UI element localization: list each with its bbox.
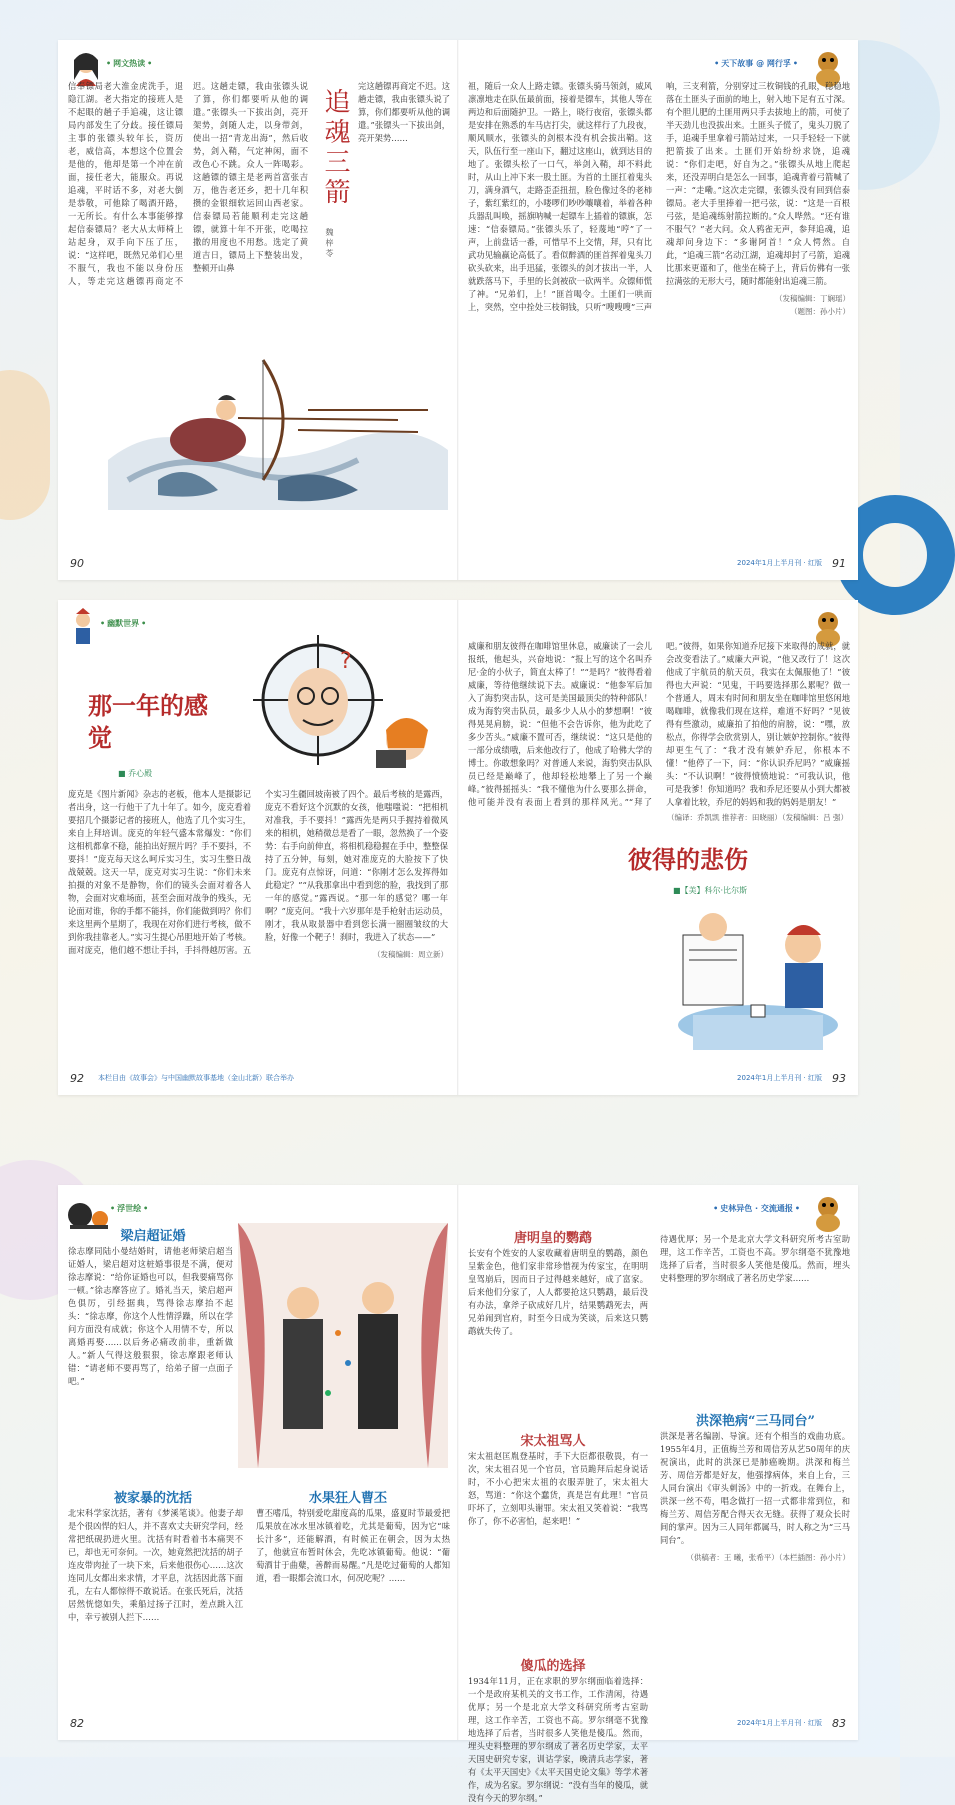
article-text: 庞克是《图片新闻》杂志的老板，他本人是摄影记者出身，这一行他干了九十年了。如今，庞克看着要招几个摄影记者的接班人，他选了几个实习生，来自上拜培训。庞克的年轻气盛本常爆发：“你们这相机都拿不稳，能拍出好照片吗？手不要抖，不要抖！”庞克每天这么呵斥实习生，实习生整日战战兢兢。这天一早，庞克对实习生说：“你们未来拍摄的对象不是静物，你们的镜头会面对着各人物，会面对灾难场面，甚至会面对战争的残头，无论面对谁，你的手都不能抖，你们能做到吗？你们来这里两个星期了，我现在对你们进行考核，做不到你我挂靠老人。”实习生提心吊胆地开始了考核。面对庞克，他们越不想让手抖，手抖得越厉害。五个实习生疆回坡南被了四个。最后考核的是露西，庞克不看好这个沉默的女孩，他嗤嗤说：“把相机对准我，手不要抖！”露西先是两只手握持着微风来的相机，她稍微总是看了一眼，忽然换了一个姿势：右手向前伸直，将相机稳稳握在手中，整整保持了五分钟，每刻，她对准庞克的大脸按下了快门。庞克有点惊讶，问道：“你刚才怎么发挥得如此稳定？”“从我那拿出中看到您的脸，我找到了那一年的感觉。”露西说。“那一年的感觉？哪一年啊？”庞克问。“我十六岁那年是手枪射击运动员，刚才，我从取景器中看到您长满一圈圈皱纹的大脸，好像一个靶子！刹时，我进入了状态——” xyxy=(68,789,448,955)
section-title-3: 水果狂人曹丕 xyxy=(308,1491,387,1506)
article-title: 追魂三箭 xyxy=(320,88,350,208)
column-heading: • 浮世绘 • xyxy=(110,1203,148,1214)
contributor-credit: （供稿者：王 曦，张希平）（本栏插图：孙小片） xyxy=(686,1553,850,1562)
section-title-2: 被家暴的沈括 xyxy=(113,1491,192,1506)
page-82 xyxy=(58,1185,458,1740)
article-title: 那一年的感觉 xyxy=(88,691,208,752)
article-body-right-column: 完这趟镖再商定不迟。这趟走镖，我由张镖头说了算，你们都要听从他的调遣。”张镖头一下拔出剑，亮开架势…… xyxy=(358,81,450,143)
article-title: 彼得的悲伤 xyxy=(628,845,748,874)
editor-credit: （发稿编辑：周立新） xyxy=(373,950,448,959)
section-body-2: 宋太祖赵匡胤登基时，手下大臣都很敬畏，有一次，宋太祖召见一个官员，官员跪拜后起身说话时，不小心把宋太祖的衣服弄脏了，宋太祖大怒，骂道：“你这个蠢货，真是岂有此理！”官员吓坏了，立刻叩头谢罪。宋太祖又笑着说：“我骂你了，你不必害怕，起来吧！” xyxy=(468,1451,648,1526)
page-92 xyxy=(58,600,458,1095)
column-heading: • 天下故事 @ 网行孚 • xyxy=(714,58,798,69)
background-blob-left xyxy=(0,370,50,520)
section-body-3-continued: 待遇优厚；另一个是北京大学文科研究所考古室助理，这工作辛苦，工资也不高。罗尔纲毫不犹豫地选择了后者，当时很多人笑他是傻瓜。然而，埋头史料整理的罗尔纲成了著名历史学家…… xyxy=(660,1234,850,1283)
page-91 xyxy=(458,40,858,580)
article-author: 魏 梓 苓 xyxy=(325,228,334,258)
section-body-1: 徐志摩同陆小曼结婚时，请他老师梁启超当证婚人，梁启超对这桩婚事很是不满，便对徐志摩说：“给你证婚也可以，但我要痛骂你一顿。”徐志摩答应了。婚礼当天，梁启超声色俱厉，引经据典，骂得徐志摩抬不起头：“徐志摩，你这个人性情浮躁，所以在学问方面没有成就；你这个人用情不专，所以离婚再娶……以后务必痛改前非，重新做人。”新人气得这般狠狠，徐志摩跟老师认错：“请老师不要再骂了，给弟子留一点面子吧。” xyxy=(68,1246,233,1386)
page-83 xyxy=(458,1185,858,1803)
column-heading: • 网文热读 • xyxy=(106,58,152,69)
magazine-spread-3 xyxy=(58,1185,858,1803)
section-title-3: 傻瓜的选择 xyxy=(520,1659,586,1674)
page-number: 92 xyxy=(70,1072,84,1085)
issue-footer: 2024年1月上半月刊 · 红版 xyxy=(737,1074,822,1082)
article-text: 威廉和朋友彼得在咖啡馆里休息，威廉读了一会儿报纸，他起头，兴奋地说：“报上写的这个名叫乔尼·金的小伙子，简直太棒了！”“是吗？”彼得看着威廉，等待他继续说下去。威廉说：“他参军后加入了海豹突击队，这可是美国最顶尖的特种部队！成为海豹突击队员，最多少人从小的梦想啊！”彼得晃晃肩膀，说：“但他不会告诉你，他为此吃了多少苦头。”威廉不置可否，继续说：“这只是他的一部分成绩哦，后来他改行了，他成了哈佛大学的博士。你敢想象吗？对普通人来说，海豹突击队队员已经是巅峰了，他却轻松地攀上了另一个巅峰。”彼得摇摇头：“我不懂他为什么要那么拼命，他可能并没有表面上看到的那样风光。”“拜了吧。”彼得，如果你知道乔尼接下来取得的成就，就会改变看法了。”威廉大声说，“他又改行了！这次他成了宇航员的航天员，我实在太佩服他了！”彼得也大声说：“见鬼，干吗要选择那么累呢？做一个普通人，周末有时间和朋友坐在咖啡馆里悠闲地喝咖啡，就像我们现在这样，难道不好吗？”见彼得有些激动，威廉拍了拍他的肩膀，说：“嘿，放松点，你得学会欣赏别人，别让嫉妒控制你。”彼得却更生气了：“我才没有嫉妒乔尼，你根本不懂！”他停了一下，问：“你认识乔尼吗？”威廉摇头：“不认识啊！”彼得愤愤地说：“可我认识，他可是我爹！你知道吗？我和乔尼还要从小到大都被人拿着比较，乔尼的妈妈和我的妈妈是朋友！” xyxy=(468,641,850,807)
issue-footer: 2024年1月上半月刊 · 红版 xyxy=(737,559,822,567)
page-number: 90 xyxy=(70,557,84,570)
archer-illustration xyxy=(98,340,458,520)
illustration-credit: （题图：孙小片） xyxy=(790,307,850,316)
section-body-2: 北宋科学家沈括，著有《梦溪笔谈》。他妻子却是个很凶悍的妇人，并不喜欢丈夫研究学问，经常把纸砚扔进火里。沈括有时看着书本痛哭不已，却也无可奈何。一次，她竟然把沈括的胡子连皮带肉扯了一块下来，后来他很伤心……这次连同儿女都出来求情，才平息，沈括因此落下面孔，左右人都惊得不敢说话。在张氏死后，沈括居然恍惚如失，乘船过扬子江时，差点跳入江中，幸亏被别人拦下…… xyxy=(68,1508,243,1622)
page-93 xyxy=(458,600,858,1095)
column-avatar-icon xyxy=(68,610,98,646)
section-body-3: 1934年11月，正在求职的罗尔纲面临着选择：一个是政府某机关的文书工作，工作清闲，待遇优厚；另一个是北京大学文科研究所考古室助理，这工作辛苦，工资也不高。罗尔纲毫不犹豫地选择了后者，当时很多人笑他是傻瓜。然而，埋头史料整理的罗尔纲成了著名历史学家，太平天国史研究专家，训诂学家，晚清兵志学家，著有《太平天国史》《太平天国史论文集》等学术著作，成为名家。罗尔纲说：“没有当年的傻瓜，就没有今天的罗尔纲。” xyxy=(468,1676,648,1803)
page-number: 91 xyxy=(832,557,846,570)
cafe-illustration xyxy=(663,905,853,1055)
article-text: 信奉镖局老大淮金虎洗手，退隐江湖。老大指定的接班人是不起眼的趟子手追魂，这让镖局内部发生了分歧。接任镖局主事的张镖头较年长，资历老，威信高，本想这个位置会是他的，他却是第一个冲在前面，接任老大，能服众。再说追魂，平时话不多，对老大倒是恭敬，可他除了喝酒开路，一无所长。有什么本事能够撑起信泰镖局？老大从太师椅上站起身，双手向下压了压，说：“这样吧，既然兄弟们心里不服气，我也不能以身份压人，等走完这趟镖再商定不迟。这趟走镖，我由张镖头说了算，你们都要听从他的调遣。”张镖头一下拔出剑，亮开架势，剑随人走，以身带剑，使出一招“青龙出海”，然后收势，剑入鞘，气定神闲，面不改色心不跳。众人一阵喝彩。这趟镖的镖主是老两首富张吉万，他告老还乡，把十几年积攒的金银细软运回山西老家。信泰镖局若能顺利走完这趟镖，就算十年不开张，吃喝拉撒的用度也不用愁。选定了黄道吉日，镖局上下整装出发，整顿开山鼻 xyxy=(68,81,308,286)
section-body-3: 曹丕嗜瓜，特别爱吃甜度高的瓜果，盛夏时节最爱把瓜果放在冰水里冰镇着吃，尤其是葡萄，因为它“味长汁多”，还能解酒，有时候正在朝会，因为太热了，他就宣布暂时休会，先吃冰镇葡萄。他说：“葡萄酒甘于曲糵，善醉而易醒。”凡是吃过葡萄的人都知道，看一眼都会流口水，何况吃呢？…… xyxy=(256,1508,450,1583)
page-number: 82 xyxy=(70,1717,84,1730)
mascot-icon xyxy=(808,1193,848,1233)
wedding-illustration xyxy=(238,1223,448,1468)
editor-credit: （编译：乔凯凯 推荐者：田晓丽）（发稿编辑：吕 强） xyxy=(666,813,848,822)
editor-credit: （发稿编辑：丁娴瑶） xyxy=(775,294,850,303)
page-number: 83 xyxy=(832,1717,846,1730)
section-title-1: 唐明皇的鹦鹉 xyxy=(513,1231,592,1246)
section-body-1: 长安有个姓安的人家收藏着唐明皇的鹦鹉，颜色呈紫金色，他们家非常珍惜视为传家宝，在明明皇驾崩后，因而日子过得越来越好，成了富家。后来他们分家了，人人都要抢这只鹦鹉，最后没有办法，拿斧子砍成好几片，结果鹦鹉死去，两兄弟闹到官府，时至今日成为笑谈，后来这只鹦鹉就失传了。 xyxy=(468,1248,648,1336)
article-body xyxy=(68,788,448,1038)
issue-footer: 2024年1月上半月刊 · 红版 xyxy=(737,1719,822,1727)
section-body-4: 洪深是著名编剧、导演。还有个相当的戏曲功底。1955年4月，正值梅兰芳和周信芳从艺50周年的庆祝演出，此时的洪深已是肺癌晚期。洪深和梅兰芳、周信芳都是好友，他强撑病体，来自上台，三人同台演出《审头刺汤》中的一折戏。在舞台上，洪深一丝不苟，唱念做打一招一式都非常到位，和梅兰芳、周信芳配合得天衣无缝。获得了观众长时间的掌声。因为三人同年都属马，时人称之为“三马同台”。 （供稿者：王 曦，张希平）（本栏插图：孙小片） xyxy=(660,1431,850,1562)
article-body xyxy=(68,80,308,335)
article-author: ■ 乔心殿 xyxy=(118,769,153,778)
column-heading: • 史林异色 · 交流通报 • xyxy=(713,1203,800,1214)
article-body xyxy=(468,80,850,520)
article-author: ■【美】科尔·比尔斯 xyxy=(673,886,748,895)
section-title-2: 宋太祖骂人 xyxy=(520,1434,586,1449)
magazine-spread-2 xyxy=(58,600,858,1095)
page-90 xyxy=(58,40,458,580)
article-body xyxy=(468,640,850,810)
section-title-1: 梁启超证婚 xyxy=(120,1229,186,1244)
article-text: 祖，随后一众人上路走镖。张镖头骑马领剑，威风凛凛地走在队伍最前面，接着是镖车，其他人等在两边和后面随护卫。一路上，晓行夜宿，张镖头都是安排在熟悉的车马店打尖，就这样行了九段夜，顺风顺水，张镖头的剑根本没有机会拔出鞘。这天，队伍行至一座山下，翻过这座山，就到达目的地了。张镖头松了一口气，举剑入鞘，却不料此时，从山上冲下来一股土匪。为首的土匪扛着鬼头刀，满身酒气，走路歪歪扭扭，脸色像过冬的老柿子，紫红紫红的，小喽啰们吵吵嚷嚷着，举着各种兵器乱叫唤，摇旗呐喊一起镖车上插着的镖旗，怎速：“信泰镖局。”张镖头乐了，轻蔑地“哼”了一声，上前盘话一番，可惜早不上交情，拜，只有比武功见输赢论高低了。看似醉酒的匪首挥着鬼头刀砍头砍来，出手迅猛，张镖头的剑才拔出一半，人就跌落马下，手里的长剑被砍一砍两半。众镖师慌了神。“兄弟们，上！”匪首喝令。土匪们一哄而上，突然，空中拴处三枝铜钱，只听“嗖嗖嗖”三声响，三支利箭，分别穿过三枚铜钱的孔眼，稳稳地落在土匪头子面前的地上，射入地下足有五寸深。有个胆儿肥的土匪用两只手去拔地上的箭，可使了半天劲儿也没拔出来。土匪头子慌了，鬼头刀脱了手，追魂手里拿着弓箭站过来，一只手轻轻一下就把箭拔了出来。土匪们开始纷纷求饶，追魂说：“你们走吧，好自为之。”张镖头从地上爬起来，还没弄明白是怎么一回事，追魂背着弓箭喊了一声：“走嘞。”这次走完镖，张镖头没有回到信泰镖局。老大手里捧着一把弓弦，说：“这是一百根弓弦，是追魂练射箭拉断的。”众人哗然。“还有谁不服气？”老大问。众人鸦雀无声，参拜追魂，追魂却问身边下：“多谢阿首！”众人愕然。自此，“追魂三箭”名动江湖，追魂却封了弓箭，追魂比那来更谨和了，他坐在椅子上，背后仿佛有一张拉满弦的无形大弓，随时都能射出追魂三箭。 xyxy=(468,81,850,312)
column-sponsor-footer: 本栏目由《故事会》与中国幽默故事基地（金山北新）联合举办 xyxy=(98,1074,294,1082)
column-heading: • 幽默世界 • xyxy=(100,618,146,629)
section-title-4: 洪深艳病“三马同台” xyxy=(696,1414,815,1429)
svg-text:?: ? xyxy=(340,649,352,674)
crosshair-portrait-illustration xyxy=(248,630,448,780)
page-number: 93 xyxy=(832,1072,846,1085)
magazine-spread-1 xyxy=(58,40,858,580)
